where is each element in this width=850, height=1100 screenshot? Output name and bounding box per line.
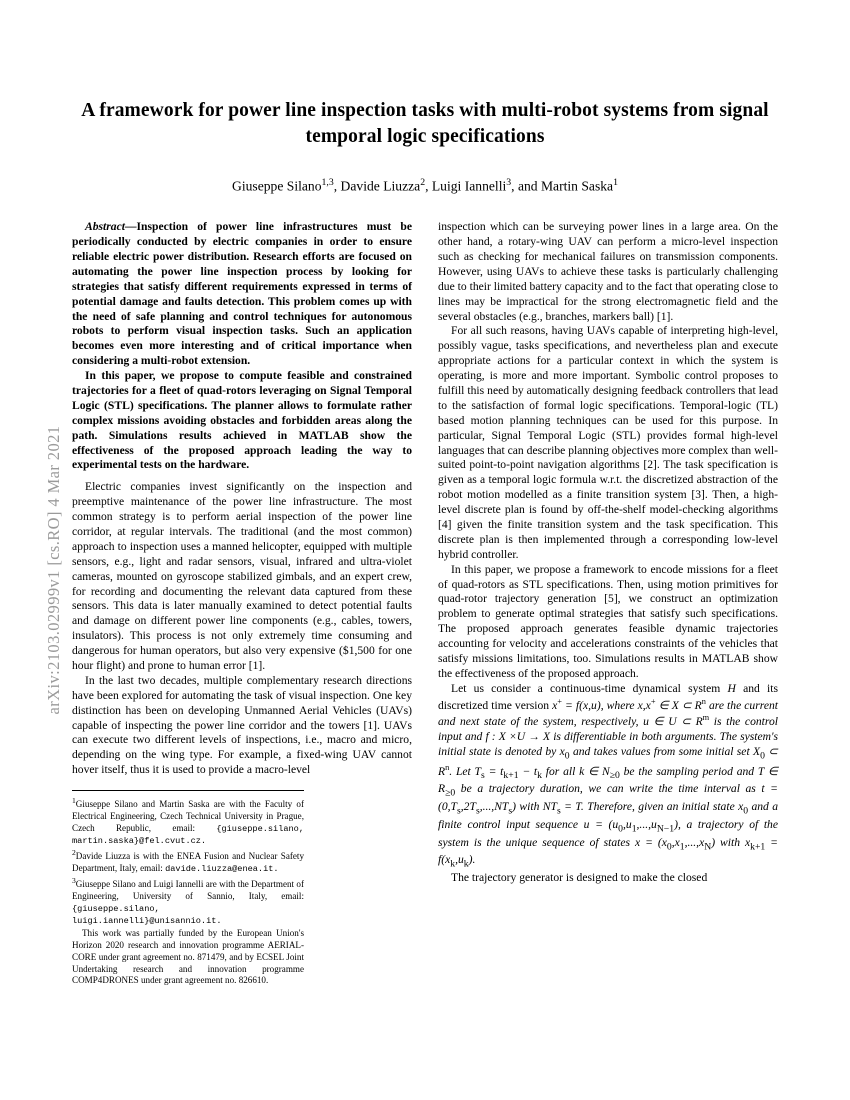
footnote-1 [72, 796, 304, 847]
math-sup-plus-2: + [650, 696, 656, 706]
math-text-al: and a finite control input sequence u = (u [438, 800, 779, 831]
footnote-3 [72, 876, 304, 927]
math-text-c: and its discretized time version [438, 681, 778, 712]
math-text-v: − t [518, 764, 538, 778]
math-sub-u0: 0 [618, 823, 623, 835]
footnote-2 [72, 848, 304, 875]
math-text-h: ∈ X ⊂ R [655, 698, 702, 712]
math-sub-s3: s [475, 805, 480, 817]
math-text-t: = t [484, 764, 504, 778]
two-column-body [72, 220, 778, 988]
math-sub-k1: k+1 [503, 769, 519, 781]
right-paragraph-1: inspection which can be surveying power lines in a large area. On the other hand, a rotary-wing UAV can perform a micro-level inspection such as checking for mechanical failures on transmission components. However, using UAVs to achieve these tasks is particularly challenging due to their limited battery capacity and to the fact that operating close to lines may be impractical for the strong electromagnetic field and the several obstacles (e.g., branches, markers ball) [1]. [438, 220, 778, 323]
footnote-1-mark: 1 [72, 796, 76, 806]
page-title: A framework for power line inspection tasks with multi-robot systems from signal temporal logic specifications [81, 100, 769, 148]
math-sup-n: n [701, 696, 706, 706]
math-sub-s2: s [457, 805, 461, 817]
footnote-4: This work was partially funded by the European Union's Horizon 2020 research and innovation programme AERIAL-CORE under grant agreement no. 871479, and by ECSEL Joint Undertaking research and innovation programme COMP4DRONES under grant agreement no. 826610. [72, 928, 304, 986]
math-sub-u1: 1 [631, 823, 637, 835]
math-sub-ge0b: ≥0 [445, 787, 456, 799]
author-3: Luigi Iannelli [431, 178, 507, 194]
math-sub-k1b: k+1 [750, 840, 766, 852]
math-text-p: ⊂ R [438, 745, 778, 778]
math-text-z: be the sampling period and T ∈ R [438, 764, 778, 796]
footnote-2-email: davide.liuzza@enea.it. [165, 863, 279, 874]
author-1: Giuseppe Silano [232, 178, 322, 194]
math-text-bd: ). [468, 853, 476, 867]
paper-content [72, 70, 778, 988]
author-3-affil: 3 [506, 176, 512, 188]
math-text-ab: be a trajectory duration, we can write the time interval as t = (0,T [438, 782, 778, 814]
math-sup-n2: n [445, 762, 450, 772]
math-symbol-H: H [727, 681, 736, 695]
math-sub-kb: k [450, 858, 456, 870]
math-text-ap: ,...,u [636, 817, 657, 831]
right-paragraph-3: In this paper, we propose a framework to encode missions for a fleet of quad-rotors as STL specifications. Then, using motion primitives for quad-rotor trajectory generation [5], we construct an optimization problem to generate optimal strategies that satisfy such specifications. The proposed approach generates feasible dynamic trajectories accounting for velocity and accelerations constraints of the vehicles that satisfy missions limitations, too. Simulations results in MATLAB show the effectiveness of the proposed approach. [438, 562, 778, 680]
math-text-f: = f(x,u), where x,x [562, 698, 651, 712]
math-text-at: ,x [671, 835, 680, 849]
math-sub-xN: N [704, 840, 712, 852]
footnote-1-text: Giuseppe Silano and Martin Saska are with the Faculty of Electrical Engineering, Czech Technical University in Prague, Czech Republic, email: [72, 799, 304, 833]
footnote-3-text: Giuseppe Silano and Luigi Iannelli are with the Department of Engineering, University of Sannio, Italy, email: [72, 879, 304, 901]
arxiv-stamp: arXiv:2103.02999v1 [cs.RO] 4 Mar 2021 [44, 425, 63, 715]
footnote-2-mark: 2 [72, 848, 76, 858]
math-text-ar: ), a trajectory of the system is the unique sequence of states x = (x [438, 817, 778, 849]
math-text-av: ,...,x [684, 835, 705, 849]
math-text-a: Let us consider a continuous-time dynamical system [451, 681, 728, 695]
author-1-affil: 1,3 [321, 176, 334, 188]
left-column [72, 220, 412, 988]
abstract-lead: Abstract— [85, 220, 137, 234]
math-sub-0c: 0 [743, 805, 749, 817]
math-sub-x1: 1 [679, 840, 685, 852]
math-sub-k: k [537, 769, 542, 781]
math-text-ax: ) with x [711, 835, 751, 849]
math-text-bb: ,u [455, 853, 464, 867]
footnote-1-email: {giuseppe.silano, martin.saska}@fel.cvut.cz. [72, 823, 304, 846]
math-text-an: ,u [623, 817, 632, 831]
math-sub-0b: 0 [760, 750, 765, 762]
right-paragraph-5: The trajectory generator is designed to make the closed [451, 871, 708, 885]
math-sub-ge0: ≥0 [609, 769, 620, 781]
math-text-az: = f(x [438, 835, 778, 867]
author-4: and Martin Saska [517, 178, 614, 194]
math-symbol-x: x [552, 698, 558, 712]
math-sub-s4: s [508, 805, 513, 817]
right-paragraph-2: For all such reasons, having UAVs capable of interpreting high-level, possibly vague, tasks specifications, and nevertheless plan and execute appropriate actions for a particular context in which the system is operating, is more and more important. Symbolic control proposes to fulfill this need by automatically designing feedback controllers that lead to the satisfaction of formal logic specifications. Temporal-logic (TL) based motion planning techniques can be used for this purpose. In particular, Signal Temporal Logic (STL) provides formal high-level languages that can describe planning objectives more complex than well-suited point-to-point navigation algorithms [2]. The task specification is given as a temporal logic formula w.r.t. the discretized abstraction of the robot motion modelled as a finite transition system [3]. Then, a high-level discrete plan is found by off-the-shelf model-checking algorithms [4] given the finite transition system and the task specification. This discrete plan is then implemented through a corresponding low-level hybrid controller. [438, 324, 778, 561]
math-text-af: ,...,NT [479, 800, 509, 814]
abstract-paragraph-1 [72, 220, 412, 369]
intro-paragraph-2: In the last two decades, multiple complementary research directions have been explored for automating the task of visual inspection. One key distinction has been on developing Unmanned Aerial Vehicles (UAVs) capable of inspecting the power line corridor and the towers [1]. UAVs can execute two different levels of inspections, i.e., macro and micro, depending on the wing type. For example, a fixed-wing UAV cannot hover itself, thus it is used to provide a macro-level [72, 673, 412, 777]
intro-paragraph-1: Electric companies invest significantly on the inspection and preemptive maintenance of the power line infrastructure. The most common strategy is to perform aerial inspection of the power line corridor, at regular intervals. The traditional (and the most common) approach to inspection uses a manned helicopter, equipped with multiple sensors, e.g., light and radar sensors, visual, infrared and ultra-violet cameras, mounted on gyroscope stabilized gimbals, and an expert crew, for recording and documenting the relevant data captured from these sensors. This data is later manually examined to detect potential faults and damage on different power line components (e.g., cables, towers, insulators). This process is not only extremely time consuming and dangerous for human operators, but also very expensive ($1,500 for one hour flight) and prone to human error [1]. [72, 480, 412, 672]
footnote-block [72, 790, 304, 987]
math-text-r: . Let T [449, 764, 482, 778]
math-sub-s5: s [556, 805, 561, 817]
math-text-l: is the control input and f : X ×U → X is differentiable in both arguments. The system's initial state is denoted by x [438, 715, 778, 759]
math-text-aj: = T. Therefore, given an initial state x [560, 800, 744, 814]
author-4-affil: 1 [613, 176, 618, 188]
math-text-ad: ,2T [460, 800, 476, 814]
author-2-affil: 2 [420, 176, 426, 188]
author-list: Giuseppe Silano$^{1,3}$, Davide Liuzza$^2$, Luigi Iannelli$^3$, and Martin Saska$^1$ [232, 176, 618, 194]
abstract-text-1: Inspection of power line infrastructures must be periodically conducted by electric companies in order to ensure reliable electric power distribution. Research efforts are focused on automating the power line inspection process by looking for strategies that satisfy different requirements expressed in terms of potential damage and faults detection. This problem comes up with the need of safe planning and control techniques for autonomous robots to perform visual inspection tasks. Such an application becomes even more interesting and of critical importance when considering a multi-robot extension. [72, 220, 412, 368]
right-column [438, 220, 778, 988]
math-sub-x0: 0 [666, 840, 672, 852]
author-2: Davide Liuzza [340, 178, 421, 194]
right-paragraph-4 [438, 682, 778, 871]
footnote-3-email: {giuseppe.silano, luigi.iannelli}@unisannio.it. [72, 903, 222, 926]
footnote-3-mark: 3 [72, 876, 76, 886]
footnote-2-text: Davide Liuzza is with the ENEA Fusion and Nuclear Safety Department, Italy, email: [72, 851, 304, 873]
math-sub-0: 0 [564, 750, 570, 762]
math-text-j: are the current and next state of the system, respectively, u ∈ U ⊂ R [438, 698, 778, 729]
math-sub-kc: k [463, 858, 469, 870]
math-sup-plus: + [557, 696, 562, 706]
math-text-n: and takes values from some initial set X [569, 745, 761, 759]
abstract-paragraph-2: In this paper, we propose to compute feasible and constrained trajectories for a fleet of quad-rotors leveraging on Signal Temporal Logic (STL) specifications. The planner allows to formulate rather complex missions avoiding obstacles and forbidden areas along the path. Simulations results achieved in MATLAB show the effectiveness of the proposed approach leading the way to experimental tests on the hardware. [72, 369, 412, 472]
math-sub-s: s [481, 769, 485, 781]
math-sup-m: m [702, 713, 710, 723]
math-text-x: for all k ∈ N [542, 764, 610, 778]
math-text-ah: ) with NT [512, 800, 557, 814]
math-sub-uN: N−1 [656, 823, 675, 835]
